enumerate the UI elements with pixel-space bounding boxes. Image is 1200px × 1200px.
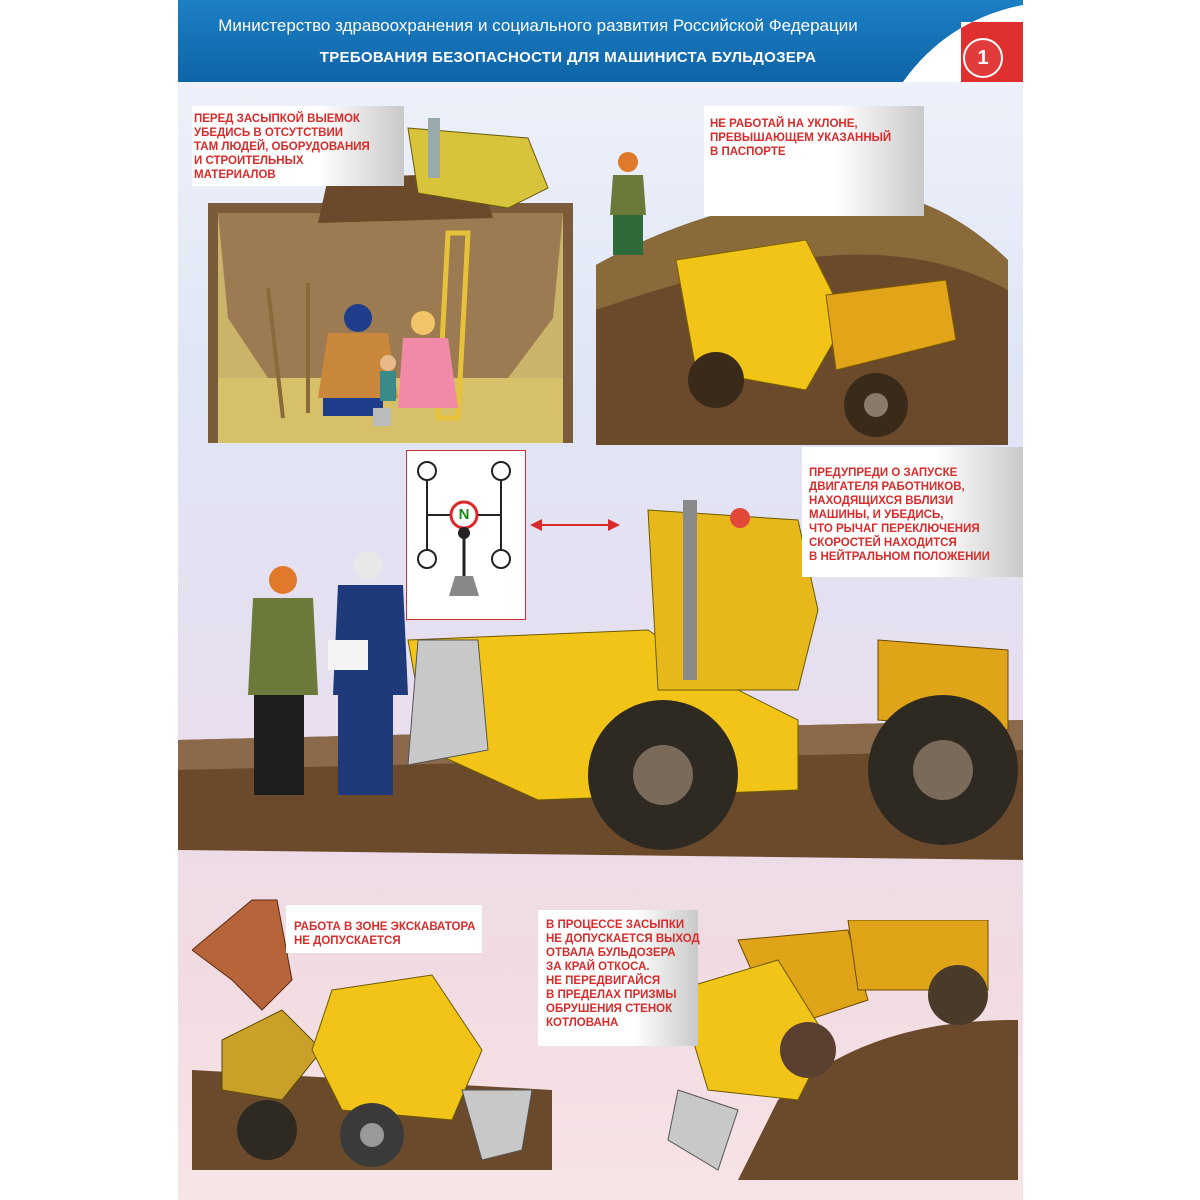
poster [178,0,1023,1200]
poster-title: ТРЕБОВАНИЯ БЕЗОПАСНОСТИ ДЛЯ МАШИНИСТА БУЛЬДОЗЕРА [319,49,817,66]
caption-backfill-edge: В ПРОЦЕССЕ ЗАСЫПКИ НЕ ДОПУСКАЕТСЯ ВЫХОД ОТВАЛА БУЛЬДОЗЕРА ЗА КРАЙ ОТКОСА. НЕ ПЕРЕДВИГАЙСЯ В ПРЕДЕЛАХ ПРИЗМЫ ОБРУШЕНИЯ СТЕНОК КОТЛОВАНА [546,919,700,1029]
neutral-label: N [458,506,470,523]
caption-excavator-zone: РАБОТА В ЗОНЕ ЭКСКАВАТОРА НЕ ДОПУСКАЕТСЯ [294,921,476,947]
child-figure [380,355,396,401]
sheet-number-badge: 1 [963,38,1003,78]
slope-worker [598,150,658,260]
header-banner [178,0,1023,82]
backfill-edge-illustration [658,920,1018,1180]
ministry-name: Министерство здравоохранения и социального развития Российской Федерации [218,16,858,35]
caption-excavation: ПЕРЕД ЗАСЫПКОЙ ВЫЕМОК УБЕДИСЬ В ОТСУТСТВИИ ТАМ ЛЮДЕЙ, ОБОРУДОВАНИЯ И СТРОИТЕЛЬНЫХ МАТЕРИАЛОВ [194,113,370,181]
caption-engine-start: ПРЕДУПРЕДИ О ЗАПУСКЕ ДВИГАТЕЛЯ РАБОТНИКОВ, НАХОДЯЩИХСЯ ВБЛИЗИ МАШИНЫ, И УБЕДИСЬ, ЧТО РЫЧАГ ПЕРЕКЛЮЧЕНИЯ СКОРОСТЕЙ НАХОДИТСЯ В НЕЙТРАЛЬНОМ ПОЛОЖЕНИИ [809,467,990,563]
caption-slope: НЕ РАБОТАЙ НА УКЛОНЕ, ПРЕВЫШАЮЩЕМ УКАЗАННЫЙ В ПАСПОРТЕ [710,118,892,158]
